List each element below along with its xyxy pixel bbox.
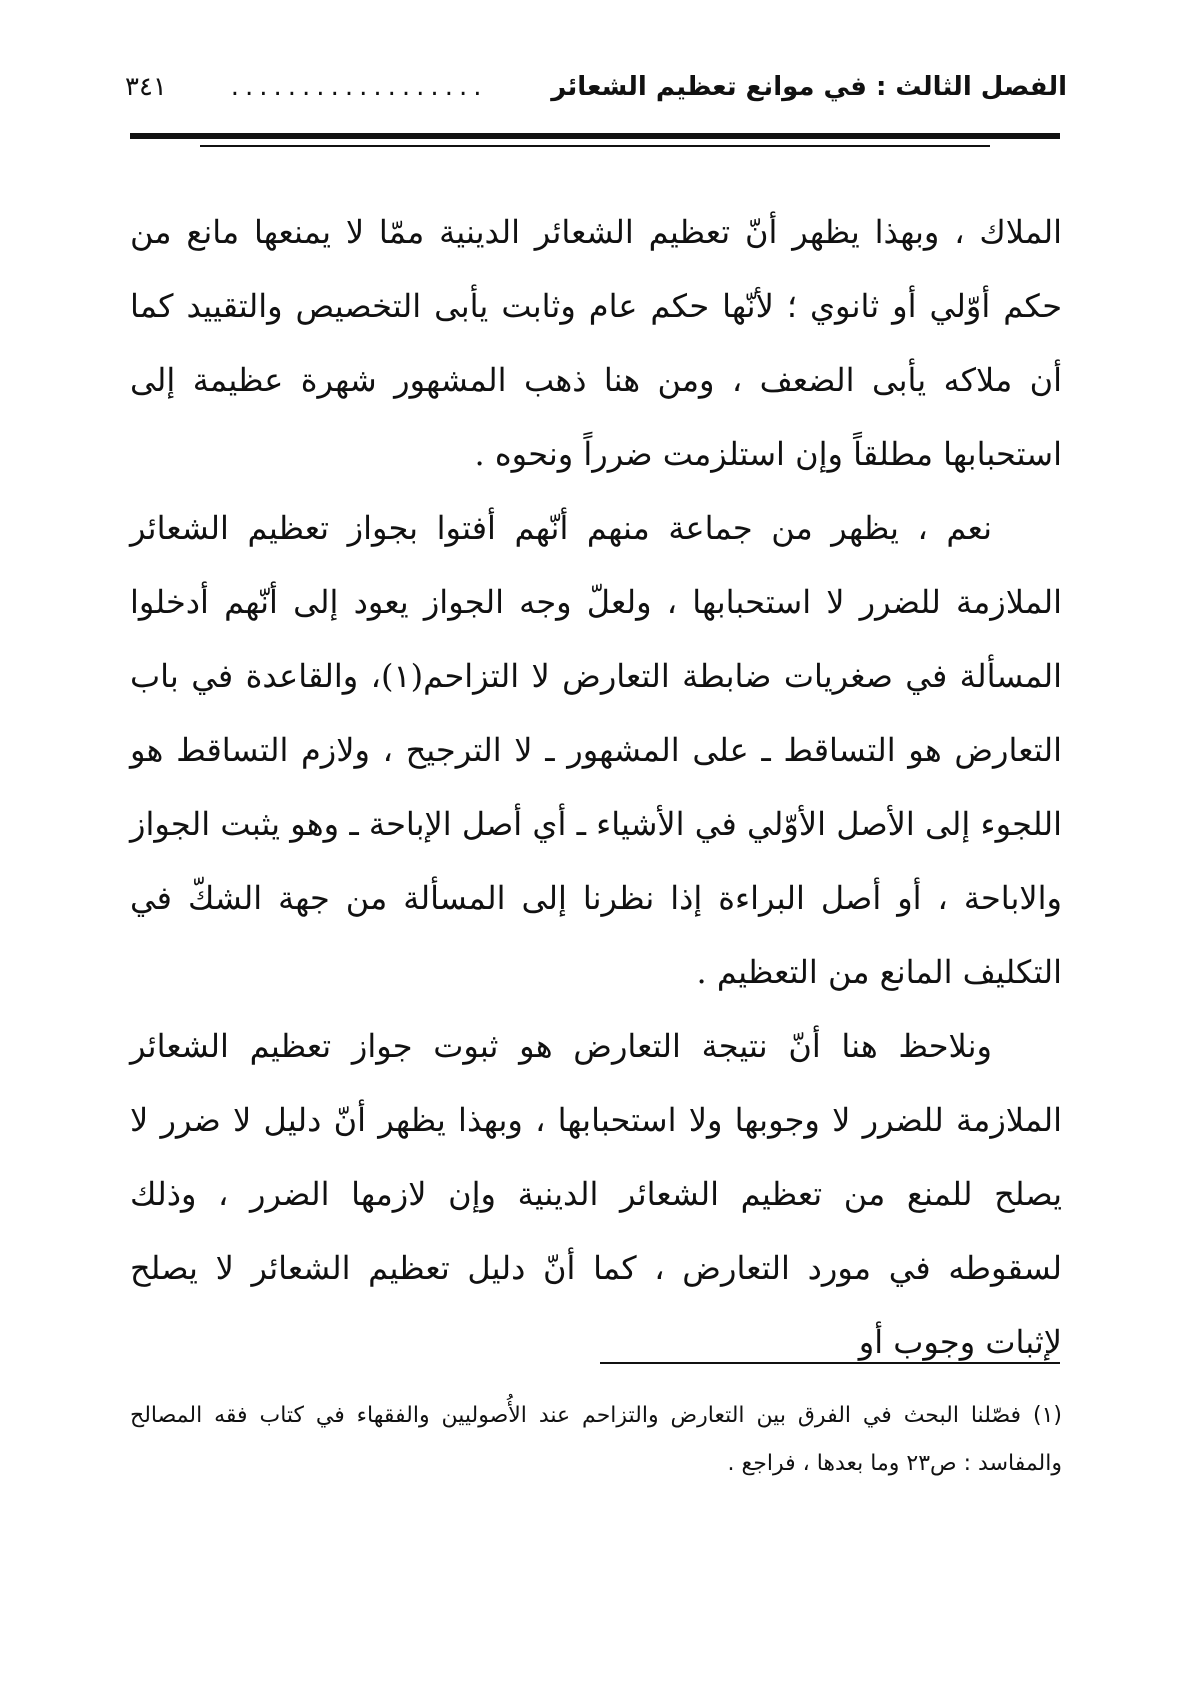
paragraph-2: نعم ، يظهر من جماعة منهم أنّهم أفتوا بجواز تعظيم الشعائر الملازمة للضرر لا استحبابها ، ولعلّ وجه الجواز يعود إلى أنّهم أدخلوا المسألة في صغريات ضابطة التعارض لا التزاحم(١)، والقاعدة في باب التعارض هو التساقط ـ على المشهور ـ لا الترجيح ، ولازم التساقط هو اللجوء إلى الأصل الأوّلي في الأشياء ـ أي أصل الإباحة ـ وهو يثبت الجواز والاباحة ، أو أصل البراءة إذا نظرنا إلى المسألة من جهة الشكّ في التكليف المانع من التعظيم .	[130, 509, 1063, 991]
paragraph-1: الملاك ، وبهذا يظهر أنّ تعظيم الشعائر الدينية ممّا لا يمنعها مانع من حكم أوّلي أو ثانوي ؛ لأنّها حكم عام وثابت يأبى التخصيص والتقييد كما أن ملاكه يأبى الضعف ، ومن هنا ذهب المشهور شهرة عظيمة إلى استحبابها مطلقاً وإن استلزمت ضرراً ونحوه .	[130, 213, 1062, 473]
footnotes	[130, 1392, 1062, 1488]
paragraph-3: ونلاحظ هنا أنّ نتيجة التعارض هو ثبوت جواز تعظيم الشعائر الملازمة للضرر لا وجوبها ولا استحبابها ، وبهذا يظهر أنّ دليل لا ضرر لا يصلح للمنع من تعظيم الشعائر الدينية وإن لازمها الضرر ، وذلك لسقوطه في مورد التعارض ، كما أنّ دليل تعظيم الشعائر لا يصلح لإثبات وجوب أو	[130, 1027, 1063, 1361]
footnote-1: (١) فصّلنا البحث في الفرق بين التعارض والتزاحم عند الأُصوليين والفقهاء في كتاب فقه المصالح والمفاسد : ص٢٣ وما بعدها ، فراجع .	[130, 1403, 1062, 1476]
header-rule-thin	[200, 145, 990, 147]
page-number: ٣٤١	[125, 72, 167, 102]
footnote-separator	[600, 1362, 1060, 1364]
leader-dots: ..................	[230, 72, 488, 102]
header-rule-thick	[130, 133, 1060, 139]
page-header	[125, 62, 1067, 112]
running-title: الفصل الثالث : في موانع تعظيم الشعائر	[551, 72, 1067, 102]
main-text	[130, 195, 1062, 1379]
